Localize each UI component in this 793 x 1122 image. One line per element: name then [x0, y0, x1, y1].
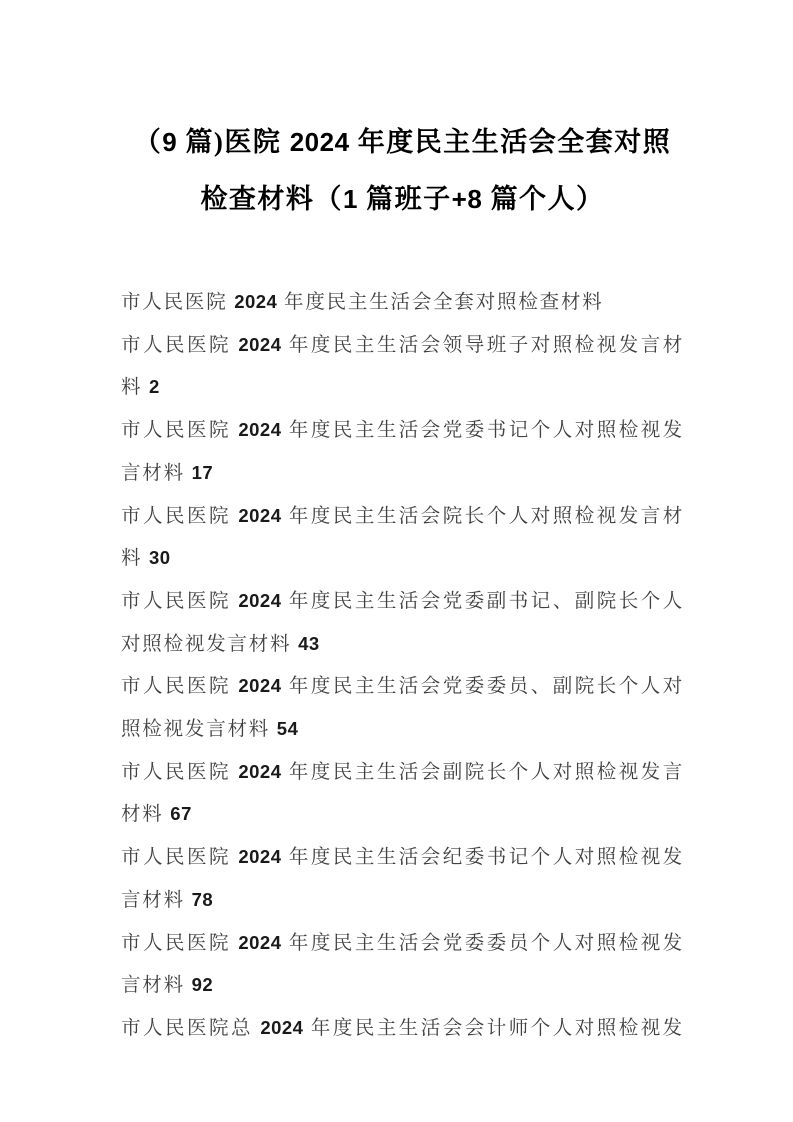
latin-number: 2024 [238, 675, 282, 697]
latin-number: 2 [148, 376, 160, 398]
latin-number: 17 [191, 461, 214, 483]
document-title [121, 114, 684, 228]
toc-entry: 市人民医院 2024 年度民主生活会纪委书记个人对照检视发言材料 78 [121, 846, 684, 911]
latin-number: 2024 [234, 291, 278, 312]
toc-entry: 市人民医院 2024 年度民主生活会党委委员、副院长个人对照检视发言材料 54 [121, 675, 684, 741]
latin-number: 43 [298, 632, 320, 654]
latin-number: 78 [191, 888, 214, 910]
toc-entry: 市人民医院 2024 年度民主生活会党委副书记、副院长个人对照检视发言材料 43 [121, 589, 684, 655]
document-title-line-2: 检查材料（1 篇班子+8 篇个人） [200, 184, 605, 214]
latin-number: +8 [451, 184, 483, 214]
latin-number: 54 [276, 718, 299, 740]
latin-number: 2024 [238, 846, 282, 868]
toc-entry: 市人民医院 2024 年度民主生活会全套对照检查材料 [121, 291, 604, 313]
document-title-line-1: （9 篇)医院 2024 年度民主生活会全套对照 [133, 127, 672, 157]
latin-number: 2024 [238, 589, 282, 611]
toc-entry: 市人民医院 2024 年度民主生活会党委书记个人对照检视发言材料 17 [121, 419, 684, 484]
latin-number: 1 [342, 184, 358, 214]
latin-number: 9 [162, 127, 178, 157]
toc-entry: 市人民医院 2024 年度民主生活会领导班子对照检视发言材料 2 [121, 333, 684, 399]
toc-entry: 市人民医院总 2024 年度民主生活会会计师个人对照检视发 [121, 1016, 684, 1039]
toc-entry: 市人民医院 2024 年度民主生活会院长个人对照检视发言材料 30 [121, 504, 684, 570]
latin-number: 2024 [238, 504, 282, 526]
toc-entry: 市人民医院 2024 年度民主生活会副院长个人对照检视发言材料 67 [121, 760, 684, 826]
latin-number: 2024 [238, 760, 282, 782]
latin-number: 2024 [238, 419, 282, 441]
toc-entry: 市人民医院 2024 年度民主生活会党委委员个人对照检视发言材料 92 [121, 931, 684, 997]
toc-list [121, 281, 684, 1050]
latin-number: 2024 [260, 1016, 304, 1038]
latin-number: 2024 [289, 127, 350, 157]
latin-number: 2024 [238, 333, 282, 355]
latin-number: 30 [148, 547, 171, 569]
latin-number: 92 [191, 974, 214, 996]
latin-number: 2024 [238, 931, 282, 953]
latin-number: 67 [170, 803, 192, 825]
